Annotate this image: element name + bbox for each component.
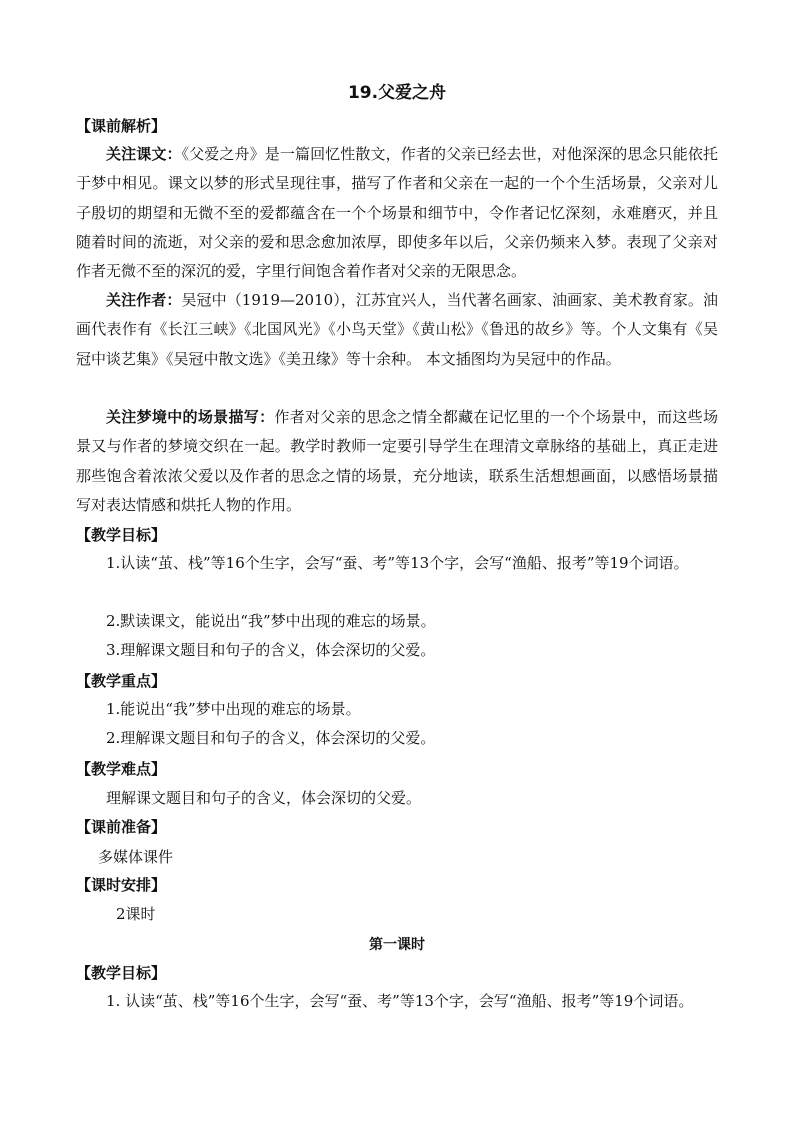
preparation-text: 多媒体课件 [98, 848, 174, 866]
lesson-title: 第一课时 [369, 937, 425, 953]
paragraph-focus-text [76, 140, 718, 286]
section-heading-preparation: 【课前准备】 [76, 818, 167, 836]
goal-item: 3.理解课文题目和句子的含义，体会深切的父爱。 [106, 641, 436, 659]
section-heading-key-points: 【教学重点】 [76, 672, 167, 690]
paragraph-body: 吴冠中（1919—2010），江苏宜兴人，当代著名画家、油画家、美术教育家。油画代表作有《长江三峡》《北国风光》《小鸟天堂》《黄山松》《鲁迅的故乡》等。个人文集有《吴冠中谈艺集》《吴冠中散文选》《美丑缘》等十余种。 本文插图均为吴冠中的作品。 [76, 291, 718, 368]
goal-item: 1.认读“茧、栈”等16个生字，会写“蚕、考”等13个字，会写“渔船、报考”等19个词语。 [106, 554, 689, 572]
section-heading-goals: 【教学目标】 [76, 526, 167, 544]
paragraph-label: 关注作者： [106, 291, 182, 309]
lesson1-goal-item: 1. 认读“茧、栈”等16个生字，会写“蚕、考”等13个字，会写“渔船、报考”等19个词语。 [106, 992, 694, 1010]
section-heading-pre-analysis: 【课前解析】 [76, 117, 167, 135]
section-heading-schedule: 【课时安排】 [76, 876, 167, 894]
paragraph-label: 关注梦境中的场景描写： [106, 408, 275, 426]
paragraph-label: 关注课文： [106, 145, 182, 163]
key-point-item: 1.能说出“我”梦中出现的难忘的场景。 [106, 700, 361, 718]
paragraph-focus-scenes [76, 403, 718, 520]
section-heading-lesson1-goals: 【教学目标】 [76, 964, 167, 982]
key-point-item: 2.理解课文题目和句子的含义，体会深切的父爱。 [106, 729, 436, 747]
section-heading-difficulties: 【教学难点】 [76, 760, 167, 778]
schedule-text: 2课时 [116, 905, 156, 923]
paragraph-focus-author [76, 286, 718, 374]
paragraph-body: 《父爱之舟》是一篇回忆性散文，作者的父亲已经去世，对他深深的思念只能依托于梦中相见。课文以梦的形式呈现往事，描写了作者和父亲在一起的一个个生活场景，父亲对儿子殷切的期望和无微不至的爱都蕴含在一个个场景和细节中，令作者记忆深刻，永难磨灭，并且随着时间的流逝，对父亲的爱和思念愈加浓厚，即使多年以后，父亲仍频来入梦。表现了父亲对作者无微不至的深沉的爱，字里行间饱含着作者对父亲的无限思念。 [76, 145, 718, 281]
goal-item: 2.默读课文，能说出“我”梦中出现的难忘的场景。 [106, 612, 436, 630]
page-title: 19.父爱之舟 [347, 83, 447, 103]
paragraph-body: 作者对父亲的思念之情全都藏在记忆里的一个个场景中，而这些场景又与作者的梦境交织在一起。教学时教师一定要引导学生在理清文章脉络的基础上，真正走进那些饱含着浓浓父爱以及作者的思念之情的场景，充分地读，联系生活想想画面，以感悟场景描写对表达情感和烘托人物的作用。 [76, 408, 718, 514]
difficulty-text: 理解课文题目和句子的含义，体会深切的父爱。 [106, 789, 422, 807]
